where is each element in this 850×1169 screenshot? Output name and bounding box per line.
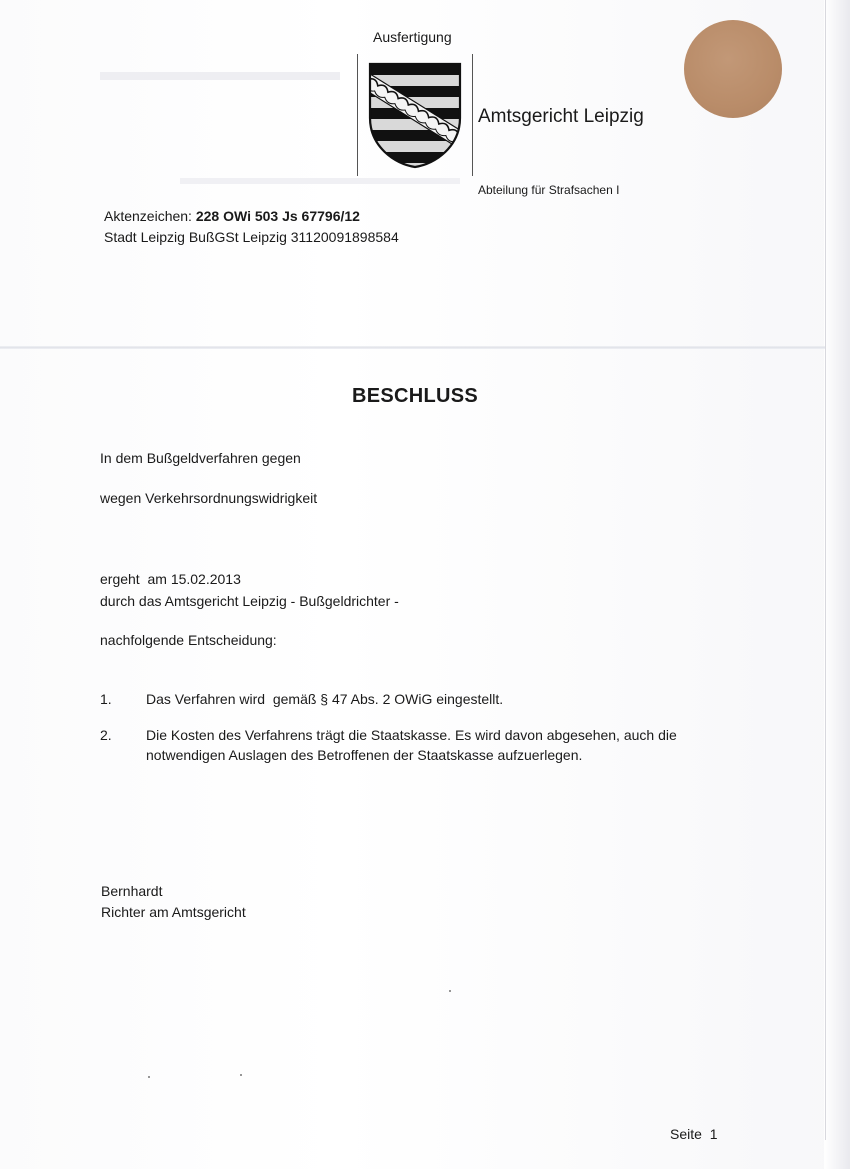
document-title: BESCHLUSS — [352, 385, 479, 407]
issued-by: durch das Amtsgericht Leipzig - Bußgeldrichter - — [100, 593, 399, 609]
header-divider-left — [357, 54, 358, 176]
intro-text: In dem Bußgeldverfahren gegen — [100, 450, 301, 466]
scan-speck — [148, 1076, 150, 1078]
decision-intro: nachfolgende Entscheidung: — [100, 632, 277, 648]
ausfertigung-label: Ausfertigung — [373, 29, 452, 45]
judge-name: Bernhardt — [101, 883, 163, 899]
issued-date: ergeht am 15.02.2013 — [100, 571, 241, 587]
scan-speck — [449, 990, 451, 992]
case-reference — [104, 208, 360, 224]
page-edge-line — [825, 0, 826, 1140]
ghost-print — [180, 178, 460, 184]
department-name: Abteilung für Strafsachen I — [478, 183, 620, 197]
decision-item-number: 1. — [100, 691, 112, 707]
page-edge — [824, 0, 850, 1169]
page-number: Seite 1 — [670, 1126, 718, 1142]
saxony-coat-of-arms-icon — [366, 60, 464, 170]
fold-line — [0, 346, 825, 349]
seal-sticker — [684, 20, 782, 118]
header-divider-right — [472, 54, 473, 176]
case-reference-label: Aktenzeichen: — [104, 208, 192, 224]
judge-title: Richter am Amtsgericht — [101, 904, 246, 920]
scan-speck — [240, 1074, 242, 1076]
court-name: Amtsgericht Leipzig — [478, 106, 644, 127]
decision-item-number: 2. — [100, 727, 112, 743]
decision-item-text: Die Kosten des Verfahrens trägt die Staatskasse. Es wird davon abgesehen, auch die — [146, 727, 677, 743]
decision-item-text: notwendigen Auslagen des Betroffenen der Staatskasse aufzuerlegen. — [146, 747, 583, 763]
case-reference-number: 228 OWi 503 Js 67796/12 — [195, 208, 360, 224]
authority-reference: Stadt Leipzig BußGSt Leipzig 31120091898584 — [104, 229, 399, 245]
decision-item-text: Das Verfahren wird gemäß § 47 Abs. 2 OWiG eingestellt. — [146, 691, 504, 707]
reason-text: wegen Verkehrsordnungswidrigkeit — [100, 490, 318, 506]
ghost-print — [100, 72, 340, 80]
